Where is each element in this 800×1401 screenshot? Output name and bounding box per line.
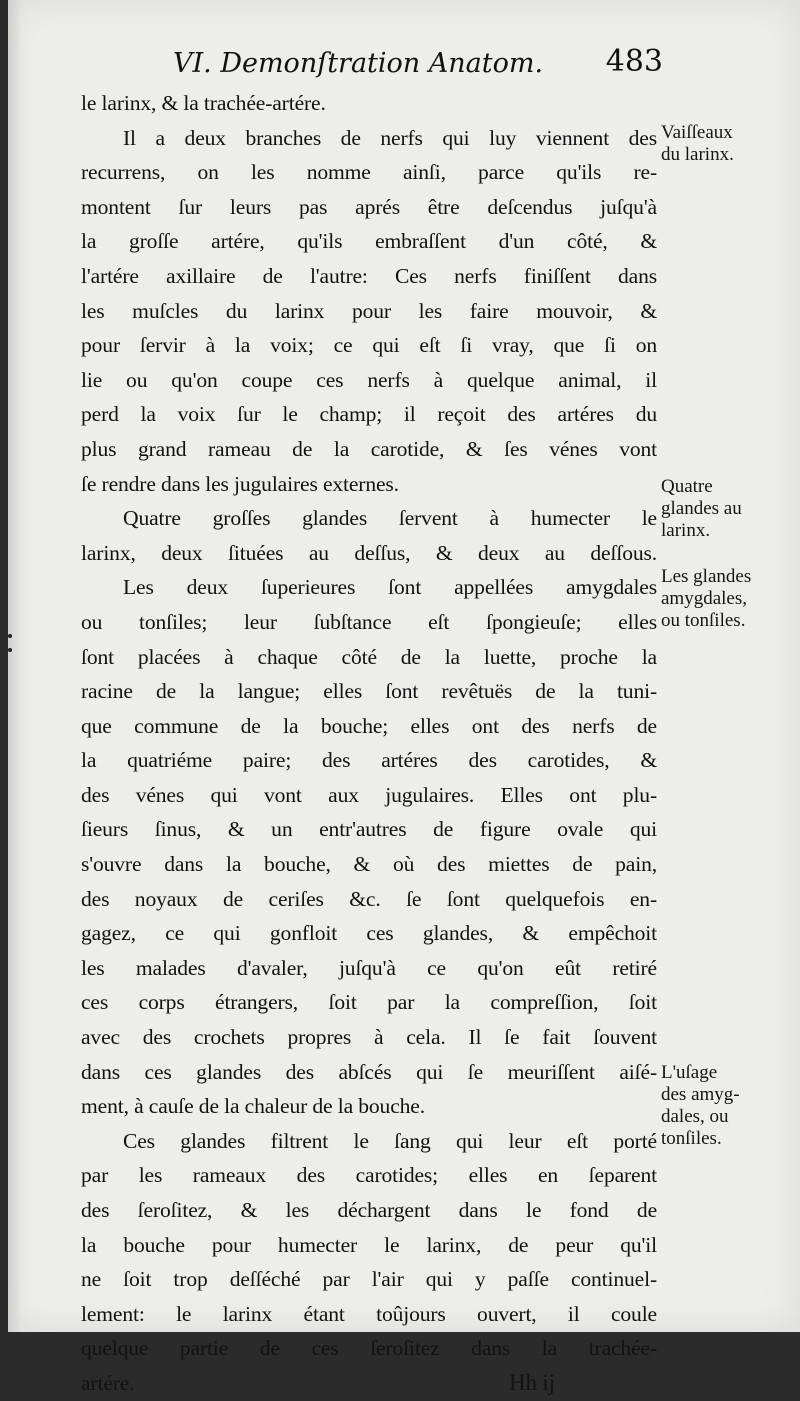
margin-note-line: ou tonſiles.: [661, 610, 746, 631]
text-line: gagez, ce qui gonfloit ces glandes, & empêchoit: [81, 921, 657, 946]
text-line: les malades d'avaler, juſqu'à ce qu'on eût retiré: [81, 955, 657, 980]
margin-speck: [8, 634, 12, 638]
margin-note: [661, 566, 751, 632]
body-text: [81, 86, 657, 1401]
text-line: Il a deux branches de nerfs qui luy viennent des: [123, 125, 657, 150]
page-number: 483: [605, 44, 663, 79]
margin-speck: [8, 648, 12, 652]
text-line: montent ſur leurs pas aprés être deſcendus juſqu'à: [81, 194, 657, 219]
text-line: larinx, deux ſituées au deſſus, & deux au deſſous.: [81, 540, 657, 565]
text-line: artére. Hh ij: [81, 1366, 657, 1401]
margin-note-line: du larinx.: [661, 144, 734, 165]
margin-note: [661, 1062, 740, 1150]
text-line: s'ouvre dans la bouche, & où des miettes de pain,: [81, 852, 657, 877]
margin-note-line: Quatre: [661, 476, 713, 497]
margin-note-line: Vaiſſeaux: [661, 122, 733, 143]
book-page: [8, 0, 800, 1395]
text-line: avec des crochets propres à cela. Il ſe fait ſouvent: [81, 1025, 657, 1050]
margin-note-line: Les glandes: [661, 566, 752, 587]
text-line: l'artére axillaire de l'autre: Ces nerfs finiſſent dans: [81, 263, 657, 288]
text-line: par les rameaux des carotides; elles en ſeparent: [81, 1163, 657, 1188]
text-line: recurrens, on les nomme ainſi, parce qu'ils re-: [81, 160, 657, 185]
text-line: lement: le larinx étant toûjours ouvert, il coule: [81, 1301, 657, 1326]
margin-note-line: dales, ou: [661, 1106, 729, 1127]
margin-note-line: larinx.: [661, 520, 711, 541]
text-line: Les deux ſuperieures ſont appellées amygdales: [123, 575, 657, 600]
text-line: des noyaux de ceriſes &c. ſe ſont quelquefois en-: [81, 886, 657, 911]
text-line: dans ces glandes des abſcés qui ſe meuriſſent aiſé-: [81, 1059, 657, 1084]
margin-note-line: L'uſage: [661, 1062, 718, 1083]
text-line: des ſeroſitez, & les déchargent dans le fond de: [81, 1198, 657, 1222]
text-line: pour ſervir à la voix; ce qui eſt ſi vray, que ſi on: [81, 333, 657, 358]
running-head: VI. Demonſtration Anatom.: [173, 48, 544, 79]
text-line: ne ſoit trop deſſéché par l'air qui y paſſe continuel-: [81, 1267, 657, 1292]
text-line: ſont placées à chaque côté de la luette, proche la: [81, 644, 657, 669]
margin-note: [661, 122, 734, 166]
margin-note-line: glandes au: [661, 498, 742, 519]
text-line: ces corps étrangers, ſoit par la compreſſion, ſoit: [81, 990, 657, 1015]
text-line: la quatriéme paire; des artéres des carotides, &: [81, 748, 657, 773]
margin-note: [661, 476, 742, 542]
text-line: le larinx, & la trachée-artére.: [81, 91, 326, 115]
text-line: perd la voix ſur le champ; il reçoit des artéres du: [81, 402, 657, 427]
text-line: la bouche pour humecter le larinx, de peur qu'il: [81, 1232, 657, 1257]
text-line: Quatre groſſes glandes ſervent à humecter le: [123, 506, 657, 531]
text-line: des vénes qui vont aux jugulaires. Elles ont plu-: [81, 782, 657, 807]
text-line: ment, à cauſe de la chaleur de la bouche.: [81, 1094, 425, 1119]
margin-note-line: des amyg-: [661, 1084, 740, 1105]
gutter-shadow: [8, 0, 22, 1332]
text-line: lie ou qu'on coupe ces nerfs à quelque animal, il: [81, 367, 657, 392]
text-line: ſe rendre dans les jugulaires externes.: [81, 471, 399, 496]
text-line: Ces glandes filtrent le ſang qui leur eſt porté: [123, 1128, 657, 1153]
margin-note-line: amygdales,: [661, 588, 748, 609]
margin-note-line: tonſiles.: [661, 1128, 722, 1149]
page-header: [173, 44, 663, 88]
text-line: plus grand rameau de la carotide, & ſes vénes vont: [81, 436, 657, 461]
text-line: que commune de la bouche; elles ont des nerfs de: [81, 713, 657, 738]
signature-mark: Hh ij: [509, 1369, 555, 1395]
text-line: quelque partie de ces ſeroſitez dans la trachée-: [81, 1336, 657, 1361]
text-line: racine de la langue; elles ſont revêtuës de la tuni-: [81, 679, 657, 704]
text-line: la groſſe artére, qu'ils embraſſent d'un côté, &: [81, 229, 657, 254]
text-line: ou tonſiles; leur ſubſtance eſt ſpongieuſe; elles: [81, 609, 657, 634]
text-line: ſieurs ſinus, & un entr'autres de figure ovale qui: [81, 817, 657, 842]
text-line: les muſcles du larinx pour les faire mouvoir, &: [81, 298, 657, 323]
